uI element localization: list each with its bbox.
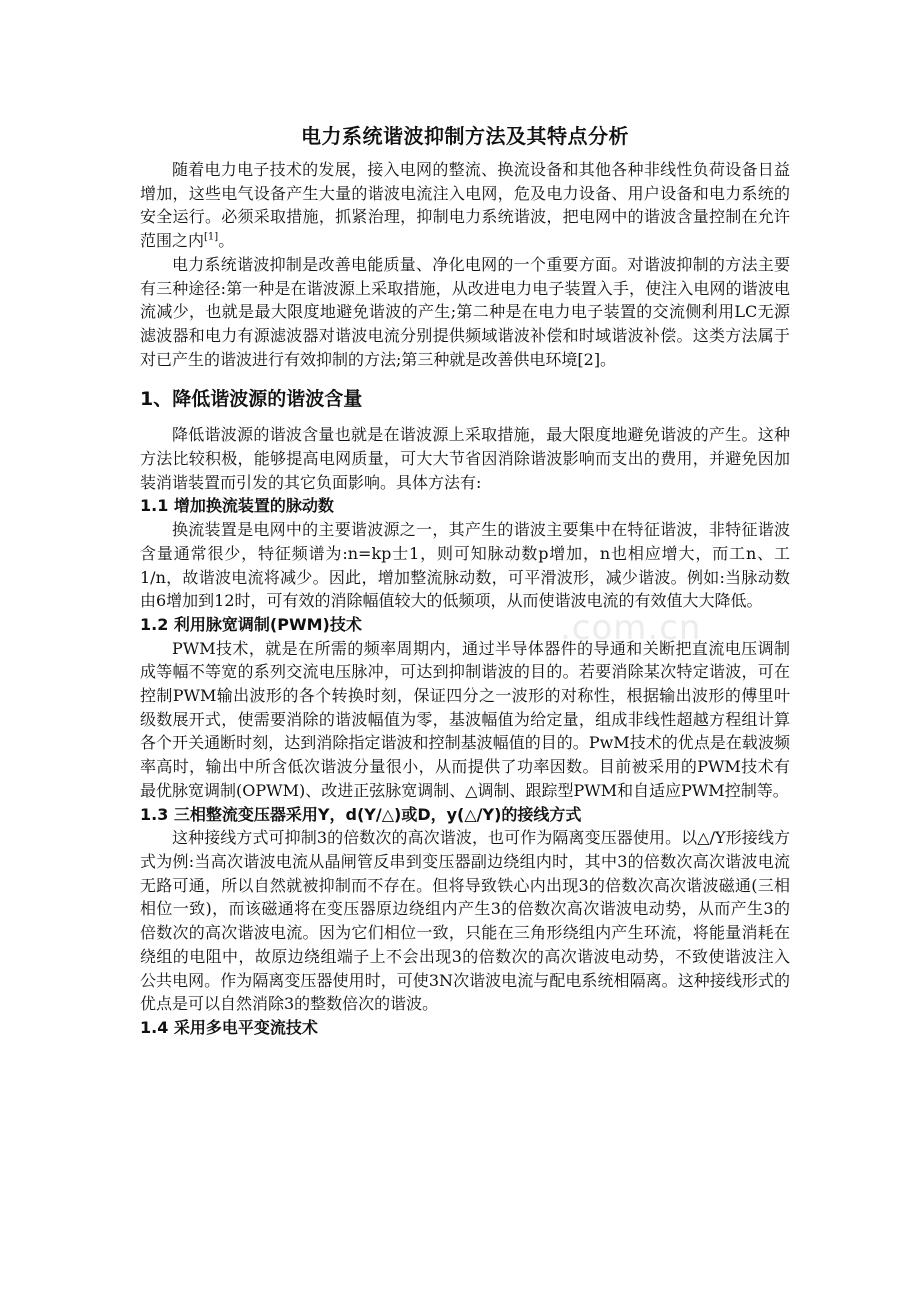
subsection-heading: 1.3 三相整流变压器采用Y，d(Y/△)或D，y(△/Y)的接线方式 [140,804,582,824]
citation-ref[interactable]: [1] [204,231,219,243]
intro-paragraph-1: 随着电力电子技术的发展，接入电网的整流、换流设备和其他各种非线性负荷设备日益增加，这些电气设备产生大量的谐波电流注入电网，危及电力设备、用户设备和电力系统的安全运行。必须采取措施，抓紧治理，抑制电力系统谐波，把电网中的谐波含量控制在允许范围之内[1]。 [140,160,790,251]
document-page [140,118,790,1040]
subsection-heading: 1.1 增加换流装置的脉动数 [140,496,334,516]
intro-paragraph-2: 电力系统谐波抑制是改善电能质量、净化电网的一个重要方面。对谐波抑制的方法主要有三种途径:第一种是在谐波源上采取措施，从改进电力电子装置入手，使注入电网的谐波电流减少，也就是最大限度地避免谐波的产生;第二种是在电力电子装置的交流侧利用LC无源滤波器和电力有源滤波器对谐波电流分别提供频域谐波补偿和时域谐波补偿。这类方法属于对已产生的谐波进行有效抑制的方法;第三种就是改善供电环境[2]。 [140,254,790,369]
section-paragraph: 降低谐波源的谐波含量也就是在谐波源上采取措施，最大限度地避免谐波的产生。这种方法比较积极，能够提高电网质量，可大大节省因消除谐波影响而支出的费用，并避免因加装消谐装置而引发的其它负面影响。具体方法有: [140,425,790,492]
section-heading: 1、降低谐波源的谐波含量 [140,388,363,411]
subsection-heading: 1.4 采用多电平变流技术 [140,1017,318,1037]
watermark: .com.cn [560,608,702,648]
subsection-paragraph: PWM技术，就是在所需的频率周期内，通过半导体器件的导通和关断把直流电压调制成等幅不等宽的系列交流电压脉冲，可达到抑制谐波的目的。若要消除某次特定谐波，可在控制PWM输出波形的各个转换时刻，保证四分之一波形的对称性，根据输出波形的傅里叶级数展开式，使需要消除的谐波幅值为零，基波幅值为给定量，组成非线性超越方程组计算各个开关通断时刻，达到消除指定谐波和控制基波幅值的目的。PwM技术的优点是在载波频率高时，输出中所含低次谐波分量很小，从而提供了功率因数。目前被采用的PWM技术有最优脉宽调制(OPWM)、改进正弦脉宽调制、△调制、跟踪型PWM和自适应PWM控制等。 [140,638,790,800]
subsection-paragraph: 换流装置是电网中的主要谐波源之一，其产生的谐波主要集中在特征谐波，非特征谐波含量通常很少，特征频谱为:n=kp士1，则可知脉动数p增加，n也相应增大，而工n、工1/n，故谐波电流将减少。因此，增加整流脉动数，可平滑波形，减少谐波。例如:当脉动数由6增加到12时，可有效的消除幅值较大的低频项，从而使谐波电流的有效值大大降低。 [140,520,790,611]
subsection-paragraph: 这种接线方式可抑制3的倍数次的高次谐波，也可作为隔离变压器使用。以△/Y形接线方式为例:当高次谐波电流从晶闸管反串到变压器副边绕组内时，其中3的倍数次高次谐波电流无路可通，所以自然就被抑制而不存在。但将导致铁心内出现3的倍数次高次谐波磁通(三相相位一致)，而该磁通将在变压器原边绕组内产生3的倍数次高次谐波电动势，从而产生3的倍数次的高次谐波电流。因为它们相位一致，只能在三角形绕组内产生环流，将能量消耗在绕组的电阻中，故原边绕组端子上不会出现3的倍数次的高次谐波电动势，不致使谐波注入公共电网。作为隔离变压器使用时，可使3N次谐波电流与配电系统相隔离。这种接线形式的优点是可以自然消除3的整数倍次的谐波。 [140,828,790,1014]
document-title: 电力系统谐波抑制方法及其特点分析 [301,124,629,148]
subsection-heading: 1.2 利用脉宽调制(PWM)技术 [140,614,362,634]
